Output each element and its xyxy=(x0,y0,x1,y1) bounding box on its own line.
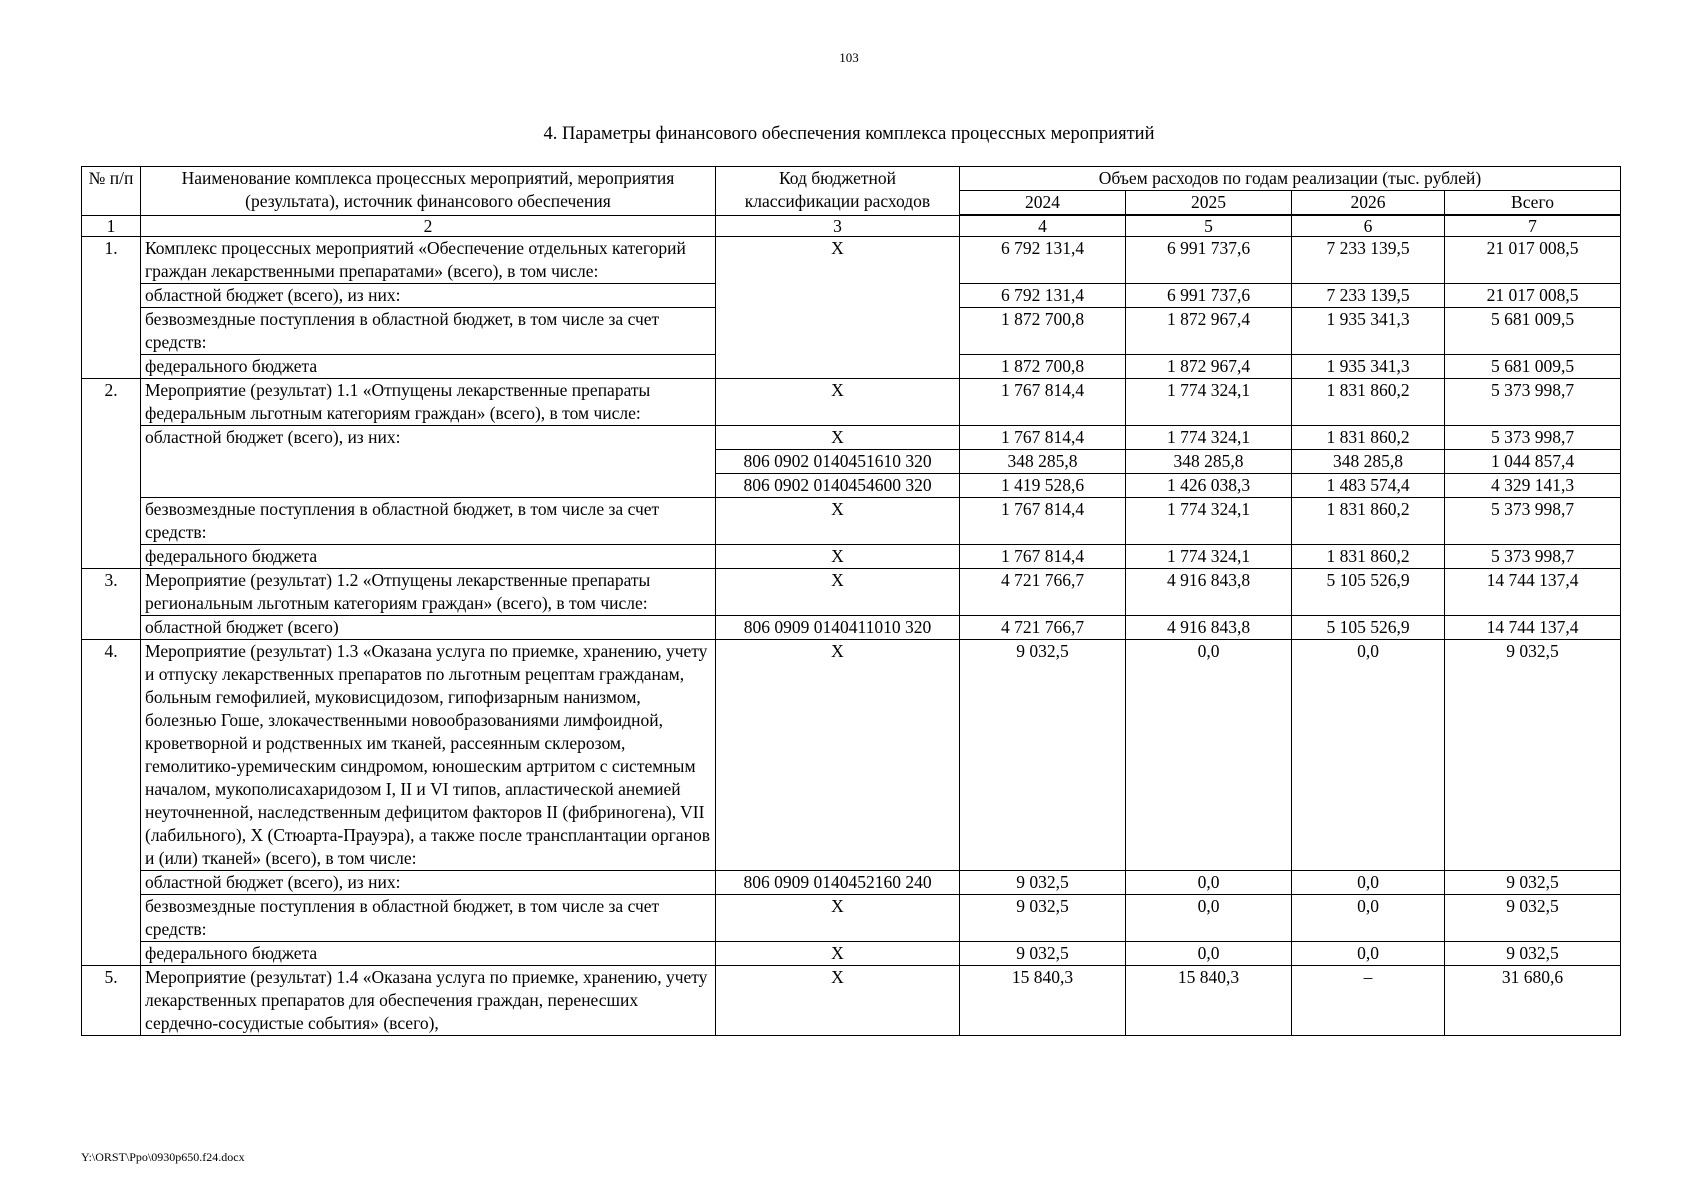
row-code: X xyxy=(716,942,960,966)
value-total: 5 373 998,7 xyxy=(1445,545,1621,569)
row-name: федерального бюджета xyxy=(141,942,716,966)
header-code: Код бюджетной классификации расходов xyxy=(716,167,960,216)
value-2024: 4 721 766,7 xyxy=(960,569,1126,616)
row-name: федерального бюджета xyxy=(141,545,716,569)
row-code: X xyxy=(716,237,960,379)
row-code: 806 0909 0140411010 320 xyxy=(716,616,960,640)
value-2024: 15 840,3 xyxy=(960,966,1126,1036)
row-number: 5. xyxy=(82,966,141,1036)
column-number: 6 xyxy=(1292,215,1445,237)
header-row xyxy=(82,167,1621,191)
row-code: 806 0902 0140454600 320 xyxy=(716,474,960,498)
header-year-2024: 2024 xyxy=(960,191,1126,216)
value-2024: 1 767 814,4 xyxy=(960,379,1126,426)
value-2026: 1 483 574,4 xyxy=(1292,474,1445,498)
value-2026: 7 233 139,5 xyxy=(1292,284,1445,308)
value-2025: 0,0 xyxy=(1126,640,1292,871)
value-2026: 0,0 xyxy=(1292,895,1445,942)
value-2025: 0,0 xyxy=(1126,895,1292,942)
value-2025: 15 840,3 xyxy=(1126,966,1292,1036)
value-2024: 1 419 528,6 xyxy=(960,474,1126,498)
value-2024: 1 872 700,8 xyxy=(960,308,1126,355)
row-code: 806 0909 0140452160 240 xyxy=(716,871,960,895)
header-year-2026: 2026 xyxy=(1292,191,1445,216)
value-2026: 1 935 341,3 xyxy=(1292,355,1445,379)
value-2024: 9 032,5 xyxy=(960,871,1126,895)
value-2024: 348 285,8 xyxy=(960,450,1126,474)
table-row xyxy=(82,545,1621,569)
value-total: 5 681 009,5 xyxy=(1445,308,1621,355)
value-2026: 0,0 xyxy=(1292,942,1445,966)
value-2025: 0,0 xyxy=(1126,871,1292,895)
value-2025: 4 916 843,8 xyxy=(1126,616,1292,640)
header-volume: Объем расходов по годам реализации (тыс. рублей) xyxy=(960,167,1621,191)
column-number: 7 xyxy=(1445,215,1621,237)
value-total: 9 032,5 xyxy=(1445,640,1621,871)
value-2024: 4 721 766,7 xyxy=(960,616,1126,640)
value-2025: 1 872 967,4 xyxy=(1126,355,1292,379)
value-2026: 5 105 526,9 xyxy=(1292,616,1445,640)
row-code: X xyxy=(716,545,960,569)
value-total: 5 373 998,7 xyxy=(1445,379,1621,426)
row-name: федерального бюджета xyxy=(141,355,716,379)
footer-file-path: Y:\ORST\Ppo\0930p650.f24.docx xyxy=(81,1150,245,1164)
value-2025: 0,0 xyxy=(1126,942,1292,966)
value-total: 5 373 998,7 xyxy=(1445,426,1621,450)
row-name: областной бюджет (всего), из них: xyxy=(141,871,716,895)
value-total: 31 680,6 xyxy=(1445,966,1621,1036)
row-code: X xyxy=(716,569,960,616)
value-total: 21 017 008,5 xyxy=(1445,284,1621,308)
value-2026: 1 831 860,2 xyxy=(1292,379,1445,426)
value-total: 21 017 008,5 xyxy=(1445,237,1621,284)
value-2024: 1 872 700,8 xyxy=(960,355,1126,379)
row-name: безвозмездные поступления в областной бюджет, в том числе за счет средств: xyxy=(141,308,716,355)
table-row xyxy=(82,616,1621,640)
header-name: Наименование комплекса процессных мероприятий, мероприятия (результата), источник финансового обеспечения xyxy=(141,167,716,216)
value-2025: 348 285,8 xyxy=(1126,450,1292,474)
row-name: Мероприятие (результат) 1.1 «Отпущены лекарственные препараты федеральным льготным категориям граждан» (всего), в том числе: xyxy=(141,379,716,426)
table-row xyxy=(82,237,1621,284)
value-2024: 6 792 131,4 xyxy=(960,237,1126,284)
row-name: областной бюджет (всего), из них: xyxy=(141,284,716,308)
table-row xyxy=(82,966,1621,1036)
value-total: 14 744 137,4 xyxy=(1445,569,1621,616)
value-2025: 1 774 324,1 xyxy=(1126,426,1292,450)
value-2024: 9 032,5 xyxy=(960,942,1126,966)
table-row xyxy=(82,569,1621,616)
row-name: Комплекс процессных мероприятий «Обеспечение отдельных категорий граждан лекарственными препаратами» (всего), в том числе: xyxy=(141,237,716,284)
value-total: 9 032,5 xyxy=(1445,895,1621,942)
value-2026: 0,0 xyxy=(1292,871,1445,895)
row-name: безвозмездные поступления в областной бюджет, в том числе за счет средств: xyxy=(141,498,716,545)
row-name: безвозмездные поступления в областной бюджет, в том числе за счет средств: xyxy=(141,895,716,942)
value-total: 5 373 998,7 xyxy=(1445,498,1621,545)
row-code: X xyxy=(716,426,960,450)
value-2024: 9 032,5 xyxy=(960,640,1126,871)
row-name: областной бюджет (всего), из них: xyxy=(141,426,716,498)
table-row xyxy=(82,498,1621,545)
value-2025: 1 774 324,1 xyxy=(1126,498,1292,545)
value-2026: 5 105 526,9 xyxy=(1292,569,1445,616)
row-number: 1. xyxy=(82,237,141,379)
financial-table xyxy=(81,166,1621,1036)
value-2026: 7 233 139,5 xyxy=(1292,237,1445,284)
value-2025: 1 872 967,4 xyxy=(1126,308,1292,355)
column-numbers-row xyxy=(82,215,1621,237)
value-2024: 9 032,5 xyxy=(960,895,1126,942)
table-row xyxy=(82,942,1621,966)
column-number: 1 xyxy=(82,215,141,237)
value-2024: 6 792 131,4 xyxy=(960,284,1126,308)
value-2024: 1 767 814,4 xyxy=(960,498,1126,545)
value-2025: 6 991 737,6 xyxy=(1126,237,1292,284)
value-2026: 1 831 860,2 xyxy=(1292,545,1445,569)
value-2025: 1 774 324,1 xyxy=(1126,545,1292,569)
value-2025: 6 991 737,6 xyxy=(1126,284,1292,308)
table-row xyxy=(82,379,1621,426)
row-name: Мероприятие (результат) 1.4 «Оказана услуга по приемке, хранению, учету лекарственных препаратов для обеспечения граждан, перенесших сердечно-сосудистые события» (всего), xyxy=(141,966,716,1036)
value-2026: 1 831 860,2 xyxy=(1292,426,1445,450)
value-total: 9 032,5 xyxy=(1445,871,1621,895)
value-2024: 1 767 814,4 xyxy=(960,426,1126,450)
value-total: 5 681 009,5 xyxy=(1445,355,1621,379)
row-code: X xyxy=(716,379,960,426)
column-number: 5 xyxy=(1126,215,1292,237)
value-total: 14 744 137,4 xyxy=(1445,616,1621,640)
row-name: Мероприятие (результат) 1.2 «Отпущены лекарственные препараты региональным льготным категориям граждан» (всего), в том числе: xyxy=(141,569,716,616)
table-row xyxy=(82,871,1621,895)
header-total: Всего xyxy=(1445,191,1621,216)
row-code: X xyxy=(716,498,960,545)
header-no: № п/п xyxy=(82,167,141,216)
page-number: 103 xyxy=(839,50,859,65)
value-total: 4 329 141,3 xyxy=(1445,474,1621,498)
header-year-2025: 2025 xyxy=(1126,191,1292,216)
value-2026: – xyxy=(1292,966,1445,1036)
row-code: X xyxy=(716,966,960,1036)
value-2024: 1 767 814,4 xyxy=(960,545,1126,569)
value-2026: 348 285,8 xyxy=(1292,450,1445,474)
row-name: областной бюджет (всего) xyxy=(141,616,716,640)
column-number: 2 xyxy=(141,215,716,237)
column-number: 4 xyxy=(960,215,1126,237)
row-name: Мероприятие (результат) 1.3 «Оказана услуга по приемке, хранению, учету и отпуску лекарственных препаратов по льготным рецептам гражданам, больным гемофилией, муковисцидозом, гипофизарным нанизмом, болезнью Гоше, злокачественными новообразованиями лимфоидной, кроветворной и родственных им тканей, рассеянным склерозом, гемолитико-уремическим синдромом, юношеским артритом с системным началом, мукополисахаридозом I, II и VI типов, апластической анемией неуточненной, наследственным дефицитом факторов II (фибриногена), VII (лабильного), X (Стюарта-Прауэра), а также после трансплантации органов и (или) тканей» (всего), в том числе: xyxy=(141,640,716,871)
value-2026: 0,0 xyxy=(1292,640,1445,871)
table-row xyxy=(82,895,1621,942)
value-total: 9 032,5 xyxy=(1445,942,1621,966)
value-2026: 1 935 341,3 xyxy=(1292,308,1445,355)
row-code: X xyxy=(716,640,960,871)
table-row xyxy=(82,640,1621,871)
row-number: 3. xyxy=(82,569,141,640)
row-code: X xyxy=(716,895,960,942)
row-code: 806 0902 0140451610 320 xyxy=(716,450,960,474)
row-number: 4. xyxy=(82,640,141,966)
value-2026: 1 831 860,2 xyxy=(1292,498,1445,545)
value-2025: 4 916 843,8 xyxy=(1126,569,1292,616)
value-2025: 1 774 324,1 xyxy=(1126,379,1292,426)
value-2025: 1 426 038,3 xyxy=(1126,474,1292,498)
table-row xyxy=(82,426,1621,450)
value-total: 1 044 857,4 xyxy=(1445,450,1621,474)
row-number: 2. xyxy=(82,379,141,569)
page-title: 4. Параметры финансового обеспечения комплекса процессных мероприятий xyxy=(543,124,1155,144)
column-number: 3 xyxy=(716,215,960,237)
